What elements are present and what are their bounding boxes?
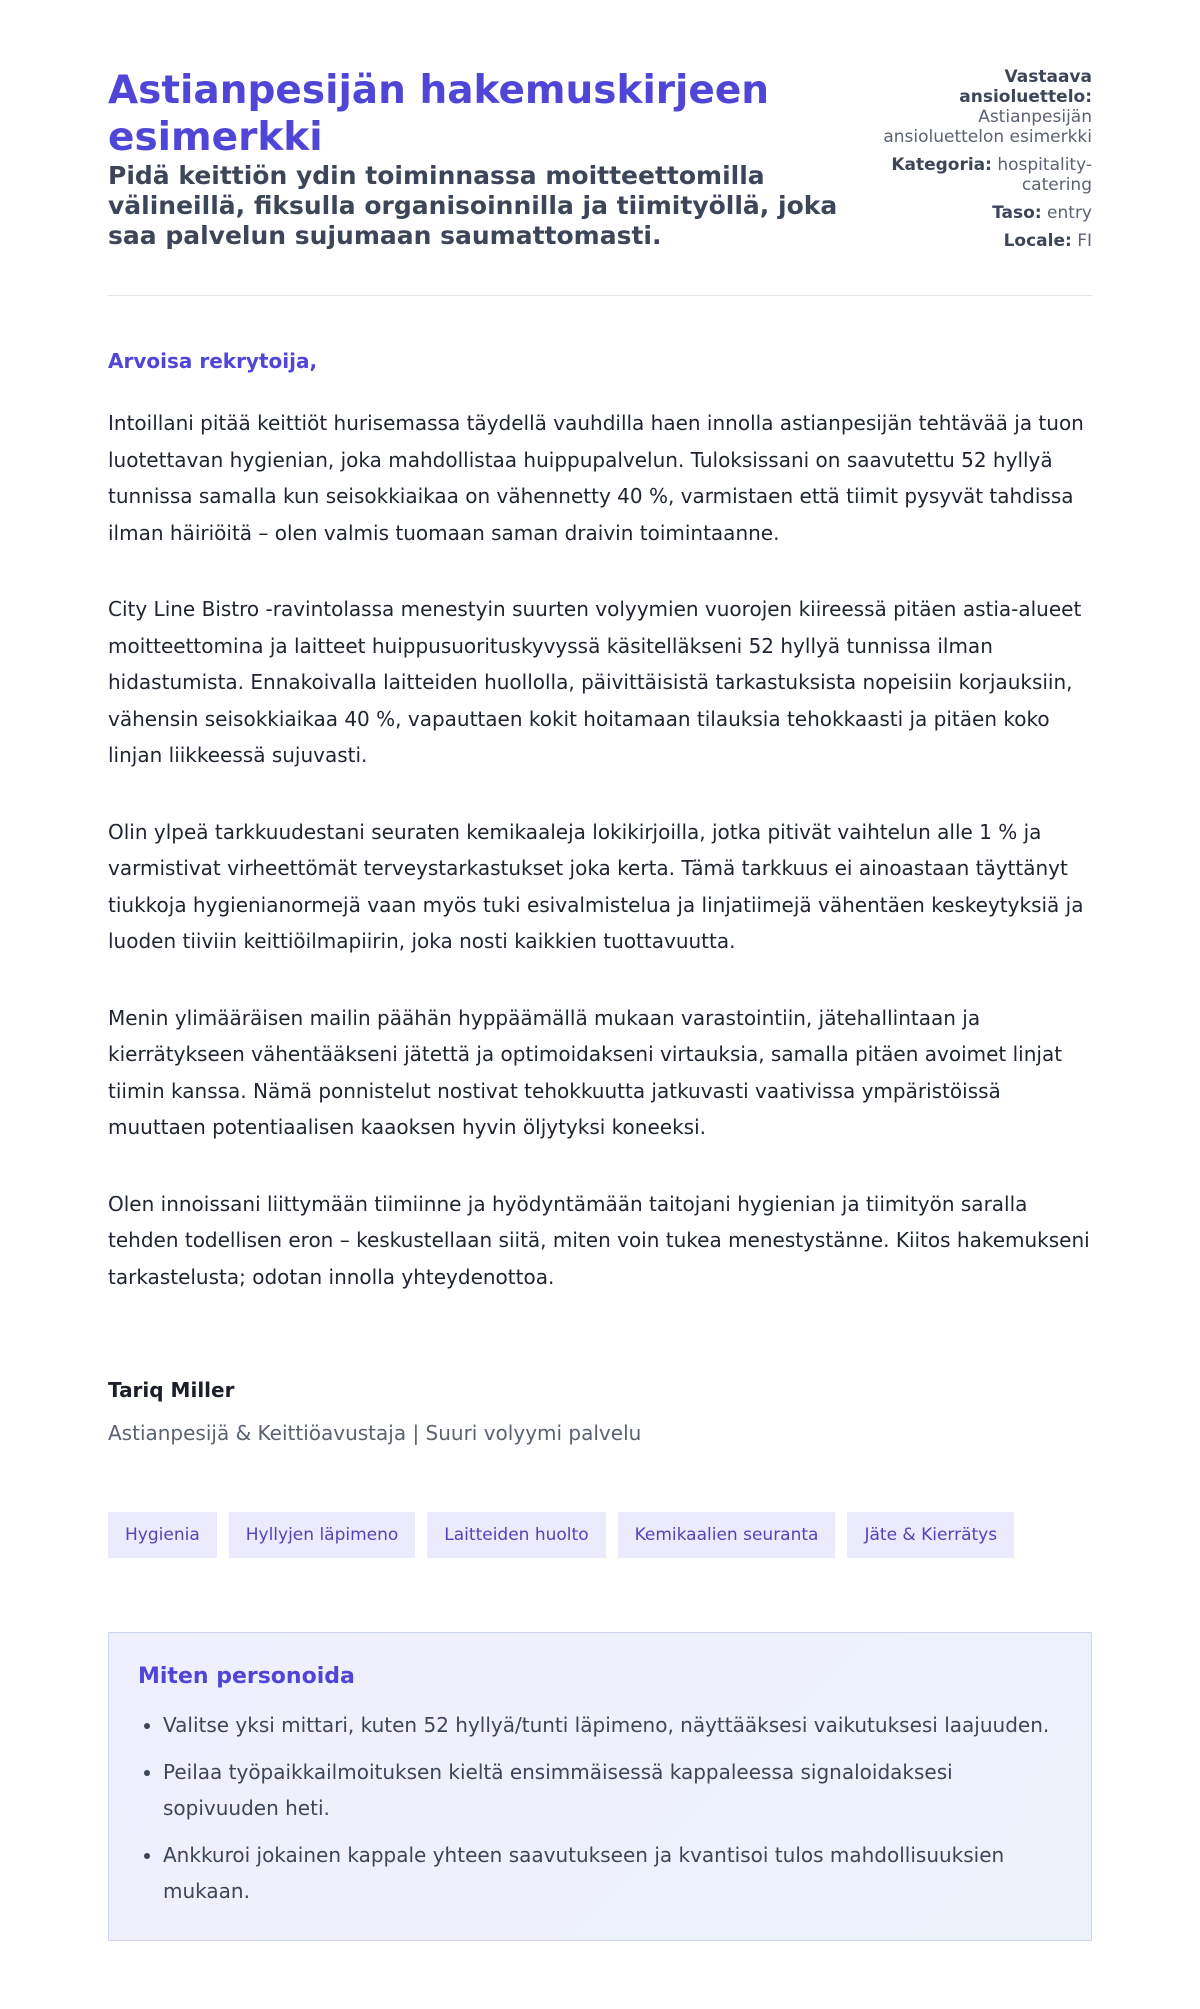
signature-block <box>108 1377 1092 1446</box>
meta-locale <box>877 231 1092 251</box>
meta-category-value: hospitality-catering <box>997 155 1092 195</box>
meta-locale-value: FI <box>1077 231 1092 251</box>
letter-paragraph: Intoillani pitää keittiöt hurisemassa täydellä vauhdilla haen innolla astianpesijän tehtävää ja tuon luotettavan hygienian, joka mahdollistaa huippupalvelun. Tuloksissani on saavutettu 52 hyllyä tunnissa samalla kun seisokkiaikaa on vähennetty 40 %, varmistaen että tiimit pysyvät tahdissa ilman häiriöitä – olen valmis tuomaan saman draivin toimintaanne. <box>108 411 1084 545</box>
tips-item: • Ankkuroi jokainen kappale yhteen saavutukseen ja kvantisoi tulos mahdollisuuksien mukaan. <box>163 1837 1062 1910</box>
tips-item: • Peilaa työpaikkailmoituksen kieltä ensimmäisessä kappaleessa signaloidaksesi sopivuuden heti. <box>163 1754 1062 1827</box>
signature-name: Tariq Miller <box>108 1378 235 1402</box>
meta-locale-label: Locale: <box>1003 231 1072 251</box>
signature-title: Astianpesijä & Keittiöavustaja | Suuri volyymi palvelu <box>108 1421 642 1445</box>
personalization-tips <box>108 1632 1092 1941</box>
letter-greeting: Arvoisa rekrytoija, <box>108 349 318 373</box>
skill-tag: Kemikaalien seuranta <box>618 1512 836 1558</box>
skill-tag: Laitteiden huolto <box>427 1512 605 1558</box>
skill-tag: Hygienia <box>108 1512 217 1558</box>
meta-category-label: Kategoria: <box>891 155 992 175</box>
header-titles <box>108 67 868 251</box>
meta-resume <box>877 67 1092 147</box>
meta-resume-value: Astianpesijän ansioluettelon esimerkki <box>883 107 1092 147</box>
meta-level-label: Taso: <box>992 203 1042 223</box>
meta-category <box>877 155 1092 195</box>
tips-title: Miten personoida <box>138 1664 355 1689</box>
page-header <box>108 67 1092 296</box>
letter-paragraph: Menin ylimääräisen mailin päähän hyppäämällä mukaan varastointiin, jätehallintaan ja kierrätykseen vähentääkseni jätettä ja optimoidakseni virtauksia, samalla pitäen avoimet linjat tiimin kanssa. Nämä ponnistelut nostivat tehokkuutta jatkuvasti vaativissa ympäristöissä muuttaen potentiaalisen kaaoksen hyvin öljytyksi koneeksi. <box>108 1005 1063 1139</box>
meta-panel <box>877 67 1092 259</box>
page-title: Astianpesijän hakemuskirjeen esimerkki <box>108 68 770 160</box>
tips-list <box>138 1707 1062 1910</box>
letter-paragraph: City Line Bistro -ravintolassa menestyin suurten volyymien vuorojen kiireessä pitäen astia-alueet moitteettomina ja laitteet huippusuorituskyvyssä käsitelläkseni 52 hyllyä tunnissa ilman hidastumista. Ennakoivalla laitteiden huollolla, päivittäisistä tarkastuksista nopeisiin korjauksiin, vähensin seisokkiaikaa 40 %, vapauttaen kokit hoitamaan tilauksia tehokkaasti ja pitäen koko linjan liikkeessä sujuvasti. <box>108 597 1082 767</box>
letter-paragraph: Olin ylpeä tarkkuudestani seuraten kemikaaleja lokikirjoilla, jotka pitivät vaihtelun alle 1 % ja varmistivat virheettömät terveystarkastukset joka kerta. Tämä tarkkuus ei ainoastaan täyttänyt tiukkoja hygienianormejä vaan myös tuki esivalmistelua ja linjatiimejä vähentäen keskeytyksiä ja luoden tiiviin keittiöilmapiirin, joka nosti kaikkien tuottavuutta. <box>108 819 1084 953</box>
skill-tags <box>108 1512 1092 1558</box>
skill-tag: Jäte & Kierrätys <box>847 1512 1014 1558</box>
letter-paragraph: Olen innoissani liittymään tiimiinne ja hyödyntämään taitojani hygienian ja tiimityön saralla tehden todellisen eron – keskustellaan siitä, miten voin tukea menestystänne. Kiitos hakemukseni tarkastelusta; odotan innolla yhteydenottoa. <box>108 1191 1090 1289</box>
page-subtitle: Pidä keittiön ydin toiminnassa moitteettomilla välineillä, fiksulla organisoinnilla ja tiimityöllä, joka saa palvelun sujumaan saumattomasti. <box>108 161 838 250</box>
letter-body <box>108 348 1092 1446</box>
skill-tag: Hyllyjen läpimeno <box>229 1512 416 1558</box>
meta-level-value: entry <box>1047 203 1092 223</box>
meta-level <box>877 203 1092 223</box>
tips-item: • Valitse yksi mittari, kuten 52 hyllyä/tunti läpimeno, näyttääksesi vaikutuksesi laajuuden. <box>163 1707 1062 1744</box>
meta-resume-label: Vastaava ansioluettelo: <box>959 67 1092 107</box>
